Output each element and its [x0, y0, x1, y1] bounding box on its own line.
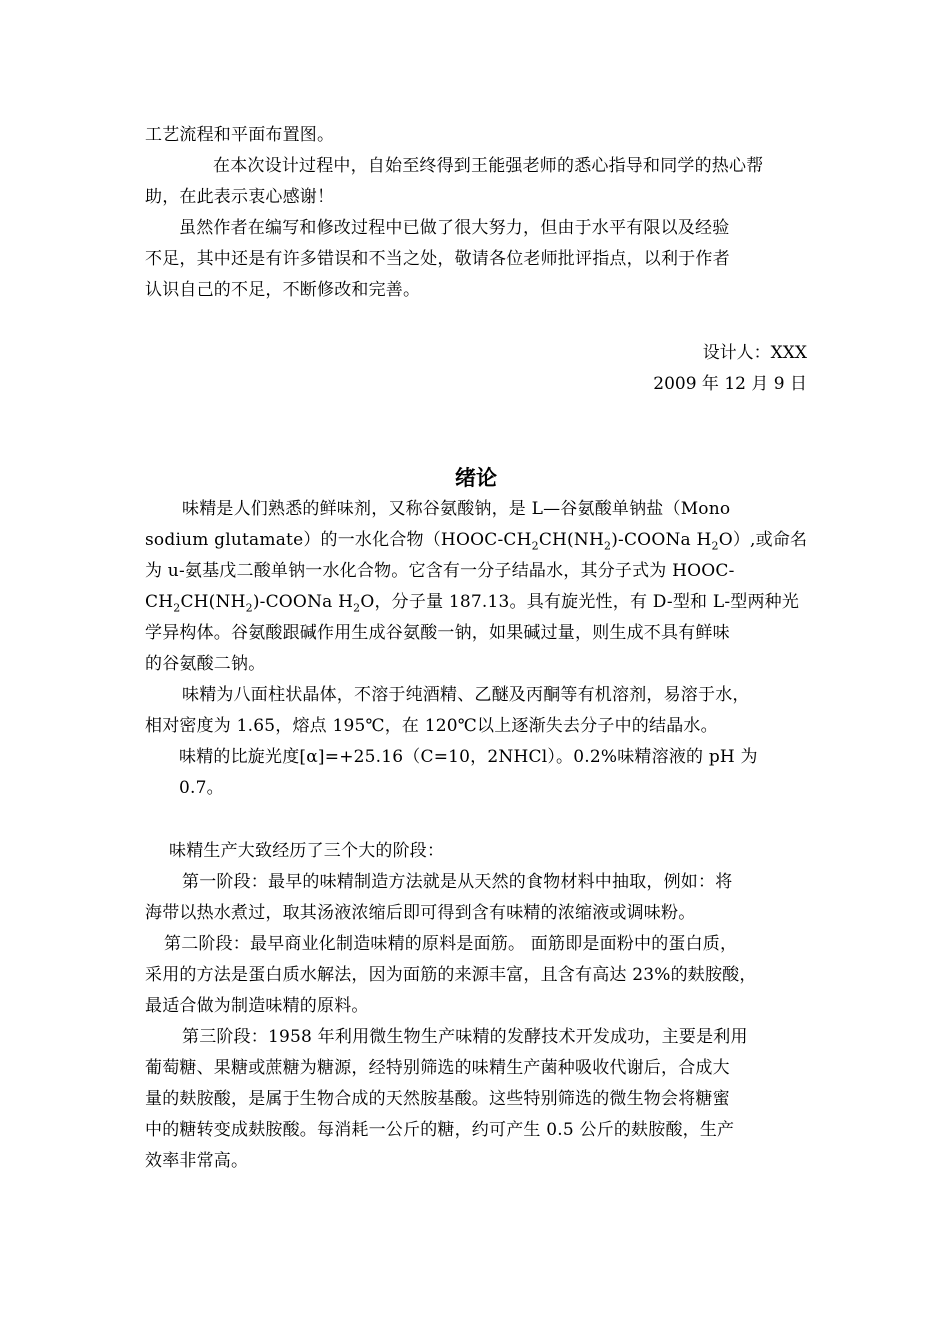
rotation-line: 味精的比旋光度[α]=+25.16（C=10，2NHCl）。0.2%味精溶液的 pH 为	[179, 747, 758, 767]
intro-line: 学异构体。谷氨酸跟碱作用生成谷氨酸一钠，如果碱过量，则生成不具有鲜味	[145, 623, 730, 643]
stage-two-line: 第二阶段：最早商业化制造味精的原料是面筋。 面筋即是面粉中的蛋白质，	[164, 934, 738, 954]
intro-line-formula: sodium glutamate）的一水化合物（$HOOC-CH_2CH(NH_2)$-COONa $H_2O$）,或命名	[145, 530, 808, 553]
disclaimer-line: 不足，其中还是有许多错误和不当之处，敬请各位老师批评指点，以利于作者	[145, 249, 730, 269]
intro-line: 为 u-氨基戊二酸单钠一水化合物。它含有一分子结晶水，其分子式为 HOOC-	[145, 561, 735, 581]
intro-line-formula: $CH_2CH(NH_2)$-COONa $H_2O$，分子量 187.13。具有旋光性，有 D-型和 L-型两种光	[145, 592, 800, 615]
section-title: 绪论	[455, 466, 497, 490]
stage-three-line: 中的糖转变成麸胺酸。每消耗一公斤的糖，约可产生 0.5 公斤的麸胺酸，生产	[145, 1120, 735, 1140]
intro-line: 味精是人们熟悉的鲜味剂，又称谷氨酸钠，是 L—谷氨酸单钠盐（Mono	[182, 499, 731, 519]
crystal-line: 味精为八面柱状晶体，不溶于纯酒精、乙醚及丙酮等有机溶剂，易溶于水，	[182, 685, 750, 705]
intro-line: 的谷氨酸二钠。	[145, 654, 266, 674]
preface-line: 工艺流程和平面布置图。	[145, 125, 335, 145]
crystal-line: 相对密度为 1.65，熔点 195℃，在 120℃以上逐渐失去分子中的结晶水。	[145, 716, 718, 736]
stage-one-line: 第一阶段：最早的味精制造方法就是从天然的食物材料中抽取，例如：将	[182, 872, 733, 892]
signature-date: 2009 年 12 月 9 日	[653, 374, 807, 394]
stage-two-line: 采用的方法是蛋白质水解法，因为面筋的来源丰富，且含有高达 23%的麸胺酸，	[145, 965, 757, 985]
stage-three-line: 量的麸胺酸，是属于生物合成的天然胺基酸。这些特别筛选的微生物会将糖蜜	[145, 1089, 730, 1109]
designer-signature: 设计人：XXX	[702, 343, 807, 363]
stages-intro: 味精生产大致经历了三个大的阶段：	[169, 841, 445, 861]
acknowledgement-line: 助，在此表示衷心感谢！	[145, 187, 335, 207]
disclaimer-line: 虽然作者在编写和修改过程中已做了很大努力，但由于水平有限以及经验	[179, 218, 730, 238]
stage-three-line: 效率非常高。	[145, 1151, 249, 1171]
stage-one-line: 海带以热水煮过，取其汤液浓缩后即可得到含有味精的浓缩液或调味粉。	[145, 903, 696, 923]
document-page	[145, 120, 807, 1177]
rotation-line: 0.7。	[179, 778, 224, 798]
stage-two-line: 最适合做为制造味精的原料。	[145, 996, 369, 1016]
disclaimer-line: 认识自己的不足，不断修改和完善。	[145, 280, 421, 300]
stage-three-line: 第三阶段：1958 年利用微生物生产味精的发酵技术开发成功，主要是利用	[182, 1027, 748, 1047]
stage-three-line: 葡萄糖、果糖或蔗糖为糖源，经特别筛选的味精生产菌种吸收代谢后，合成大	[145, 1058, 730, 1078]
acknowledgement-line: 在本次设计过程中，自始至终得到王能强老师的悉心指导和同学的热心帮	[213, 156, 764, 176]
